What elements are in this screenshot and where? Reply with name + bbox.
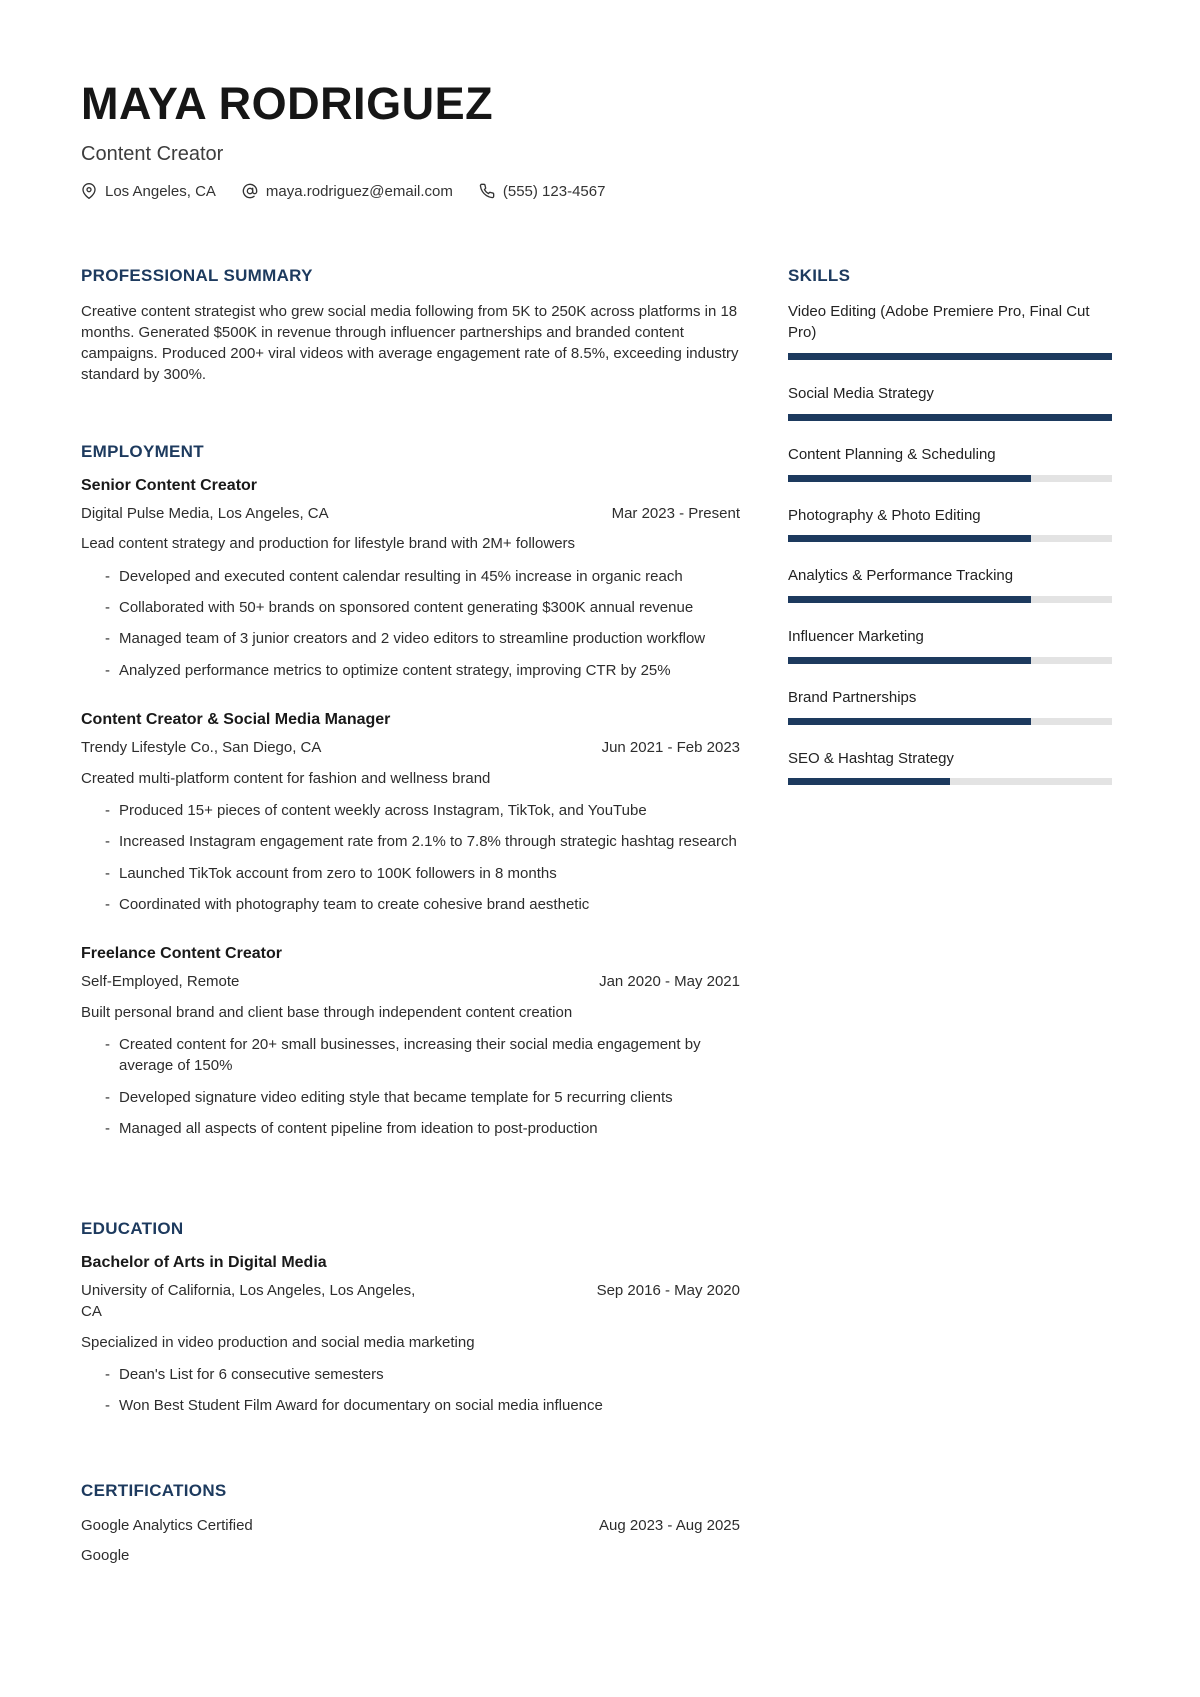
job-entry [81, 477, 740, 681]
bullet-dash: - [105, 567, 110, 585]
skill-label: SEO & Hashtag Strategy [788, 749, 954, 767]
job-bullet [105, 597, 740, 618]
bullet-dash: - [105, 1397, 110, 1415]
skill-label: Influencer Marketing [788, 628, 924, 646]
skill-item [788, 505, 1112, 543]
bullet-dash: - [105, 630, 110, 648]
job-title-heading: Senior Content Creator [81, 476, 258, 494]
skill-item [788, 301, 1112, 361]
skill-item [788, 565, 1112, 603]
skill-item [788, 383, 1112, 421]
skill-item [788, 444, 1112, 482]
certification-name: Google Analytics Certified [81, 1516, 253, 1534]
contact-email [242, 183, 453, 200]
bullet-text: Managed team of 3 junior creators and 2 video editors to streamline production workflow [119, 630, 706, 648]
contact-row [81, 183, 1112, 200]
job-meta-row [81, 504, 740, 525]
job-entry [81, 945, 740, 1139]
skill-progress-fill [788, 778, 950, 785]
bullet-dash: - [105, 1365, 110, 1383]
degree-heading: Bachelor of Arts in Digital Media [81, 1254, 327, 1272]
skill-item [788, 687, 1112, 725]
section-heading-employment: EMPLOYMENT [81, 441, 204, 461]
job-dates: Jun 2021 - Feb 2023 [601, 738, 740, 756]
bullet-text: Collaborated with 50+ brands on sponsored content generating $300K annual revenue [119, 599, 694, 617]
skill-progress-track [788, 657, 1112, 664]
person-name: MAYA RODRIGUEZ [81, 78, 494, 129]
skill-label: Analytics & Performance Tracking [788, 567, 1014, 585]
job-summary: Lead content strategy and production for lifestyle brand with 2M+ followers [81, 535, 576, 553]
skills-list [788, 301, 1112, 786]
bullet-text: Launched TikTok account from zero to 100K followers in 8 months [119, 864, 557, 882]
skill-progress-fill [788, 353, 1112, 360]
job-bullet [105, 660, 740, 681]
section-heading-education: EDUCATION [81, 1219, 184, 1239]
education-bullet [105, 1364, 740, 1385]
skill-label: Content Planning & Scheduling [788, 445, 996, 463]
summary-text: Creative content strategist who grew social media following from 5K to 250K across platforms in 18 months. Generated $500K in revenue through influencer partnerships and branded content campaigns. Produced 200+ viral videos with average engagement rate of 8.5%, exceeding industry standard by 300%. [81, 302, 739, 384]
skill-progress-fill [788, 718, 1031, 725]
education-bullet [105, 1395, 740, 1416]
bullet-text: Dean's List for 6 consecutive semesters [119, 1365, 384, 1383]
job-dates: Mar 2023 - Present [611, 504, 740, 522]
section-education [81, 1219, 740, 1416]
job-bullet [105, 628, 740, 649]
education-entry [81, 1254, 740, 1416]
bullet-text: Created content for 20+ small businesses, increasing their social media engagement by average of 150% [119, 1036, 701, 1075]
certifications-list [81, 1516, 740, 1567]
bullet-text: Analyzed performance metrics to optimize content strategy, improving CTR by 25% [119, 661, 671, 679]
skill-label: Brand Partnerships [788, 688, 917, 706]
skill-label: Video Editing (Adobe Premiere Pro, Final Cut Pro) [788, 302, 1090, 342]
education-institution: University of California, Los Angeles, Los Angeles, CA [81, 1282, 416, 1320]
job-bullet [105, 1087, 740, 1108]
bullet-text: Managed all aspects of content pipeline from ideation to post-production [119, 1120, 598, 1137]
bullet-text: Coordinated with photography team to create cohesive brand aesthetic [119, 895, 590, 913]
section-employment [81, 442, 740, 1140]
section-heading-certifications: CERTIFICATIONS [81, 1480, 227, 1500]
bullet-text: Won Best Student Film Award for documentary on social media influence [119, 1397, 603, 1415]
bullet-text: Increased Instagram engagement rate from 2.1% to 7.8% through strategic hashtag research [119, 833, 737, 851]
certification-entry [81, 1516, 740, 1567]
job-company: Digital Pulse Media, Los Angeles, CA [81, 504, 329, 522]
job-entry [81, 711, 740, 915]
skill-progress-track [788, 778, 1112, 785]
skill-item [788, 748, 1112, 786]
certification-issuer: Google [81, 1547, 130, 1565]
job-bullet-list [105, 800, 740, 915]
bullet-text: Produced 15+ pieces of content weekly across Instagram, TikTok, and YouTube [119, 801, 647, 819]
phone-icon [479, 183, 495, 199]
job-bullet [105, 800, 740, 821]
bullet-dash: - [105, 833, 110, 851]
section-heading-summary: PROFESSIONAL SUMMARY [81, 265, 313, 285]
contact-location-text: Los Angeles, CA [105, 182, 216, 200]
bullet-dash: - [105, 801, 110, 819]
resume-header [81, 80, 1112, 200]
education-dates: Sep 2016 - May 2020 [596, 1282, 740, 1300]
job-bullet-list [105, 1034, 740, 1139]
content-columns [81, 266, 1112, 1567]
bullet-dash: - [105, 599, 110, 617]
main-column [81, 266, 740, 1567]
job-summary: Created multi-platform content for fashion and wellness brand [81, 769, 491, 787]
skill-progress-track [788, 475, 1112, 482]
at-sign-icon [242, 183, 258, 199]
job-bullet [105, 863, 740, 884]
job-meta-row [81, 738, 740, 759]
bullet-dash: - [105, 661, 110, 679]
skill-progress-track [788, 596, 1112, 603]
jobs-list [81, 477, 740, 1140]
job-bullet [105, 894, 740, 915]
contact-phone [479, 183, 606, 200]
bullet-text: Developed signature video editing style that became template for 5 recurring clients [119, 1088, 673, 1106]
skill-progress-track [788, 414, 1112, 421]
certification-meta-row [81, 1516, 740, 1537]
skill-progress-track [788, 353, 1112, 360]
contact-email-text: maya.rodriguez@email.com [265, 182, 453, 200]
section-heading-skills: SKILLS [788, 265, 851, 285]
contact-location [81, 183, 216, 200]
section-professional-summary [81, 266, 740, 386]
job-bullet [105, 831, 740, 852]
education-bullet-list [105, 1364, 740, 1417]
skill-progress-fill [788, 596, 1031, 603]
job-bullet [105, 1034, 740, 1077]
job-title-heading: Content Creator & Social Media Manager [81, 710, 391, 728]
bullet-dash: - [105, 864, 110, 882]
job-summary: Built personal brand and client base through independent content creation [81, 1003, 573, 1021]
job-company: Self-Employed, Remote [81, 973, 240, 991]
person-job-title: Content Creator [81, 142, 224, 165]
skill-item [788, 626, 1112, 664]
job-bullet [105, 1118, 740, 1139]
skill-label: Photography & Photo Editing [788, 506, 981, 524]
job-bullet-list [105, 566, 740, 681]
job-meta-row [81, 972, 740, 993]
education-summary: Specialized in video production and social media marketing [81, 1333, 475, 1351]
skill-progress-fill [788, 535, 1031, 542]
bullet-dash: - [105, 1088, 110, 1106]
skill-progress-track [788, 535, 1112, 542]
location-pin-icon [81, 183, 97, 199]
bullet-dash: - [105, 1120, 110, 1137]
skill-progress-fill [788, 475, 1031, 482]
skill-progress-fill [788, 414, 1112, 421]
job-dates: Jan 2020 - May 2021 [599, 973, 740, 991]
bullet-dash: - [105, 1036, 110, 1054]
education-meta-row [81, 1281, 740, 1322]
job-bullet [105, 566, 740, 587]
job-company: Trendy Lifestyle Co., San Diego, CA [81, 738, 322, 756]
contact-phone-text: (555) 123-4567 [502, 182, 606, 200]
skill-label: Social Media Strategy [788, 385, 934, 403]
section-certifications [81, 1481, 740, 1567]
skills-sidebar [788, 266, 1112, 809]
certification-dates: Aug 2023 - Aug 2025 [599, 1516, 740, 1534]
job-title-heading: Freelance Content Creator [81, 945, 282, 963]
bullet-dash: - [105, 895, 110, 913]
bullet-text: Developed and executed content calendar resulting in 45% increase in organic reach [119, 567, 683, 585]
skill-progress-track [788, 718, 1112, 725]
skill-progress-fill [788, 657, 1031, 664]
